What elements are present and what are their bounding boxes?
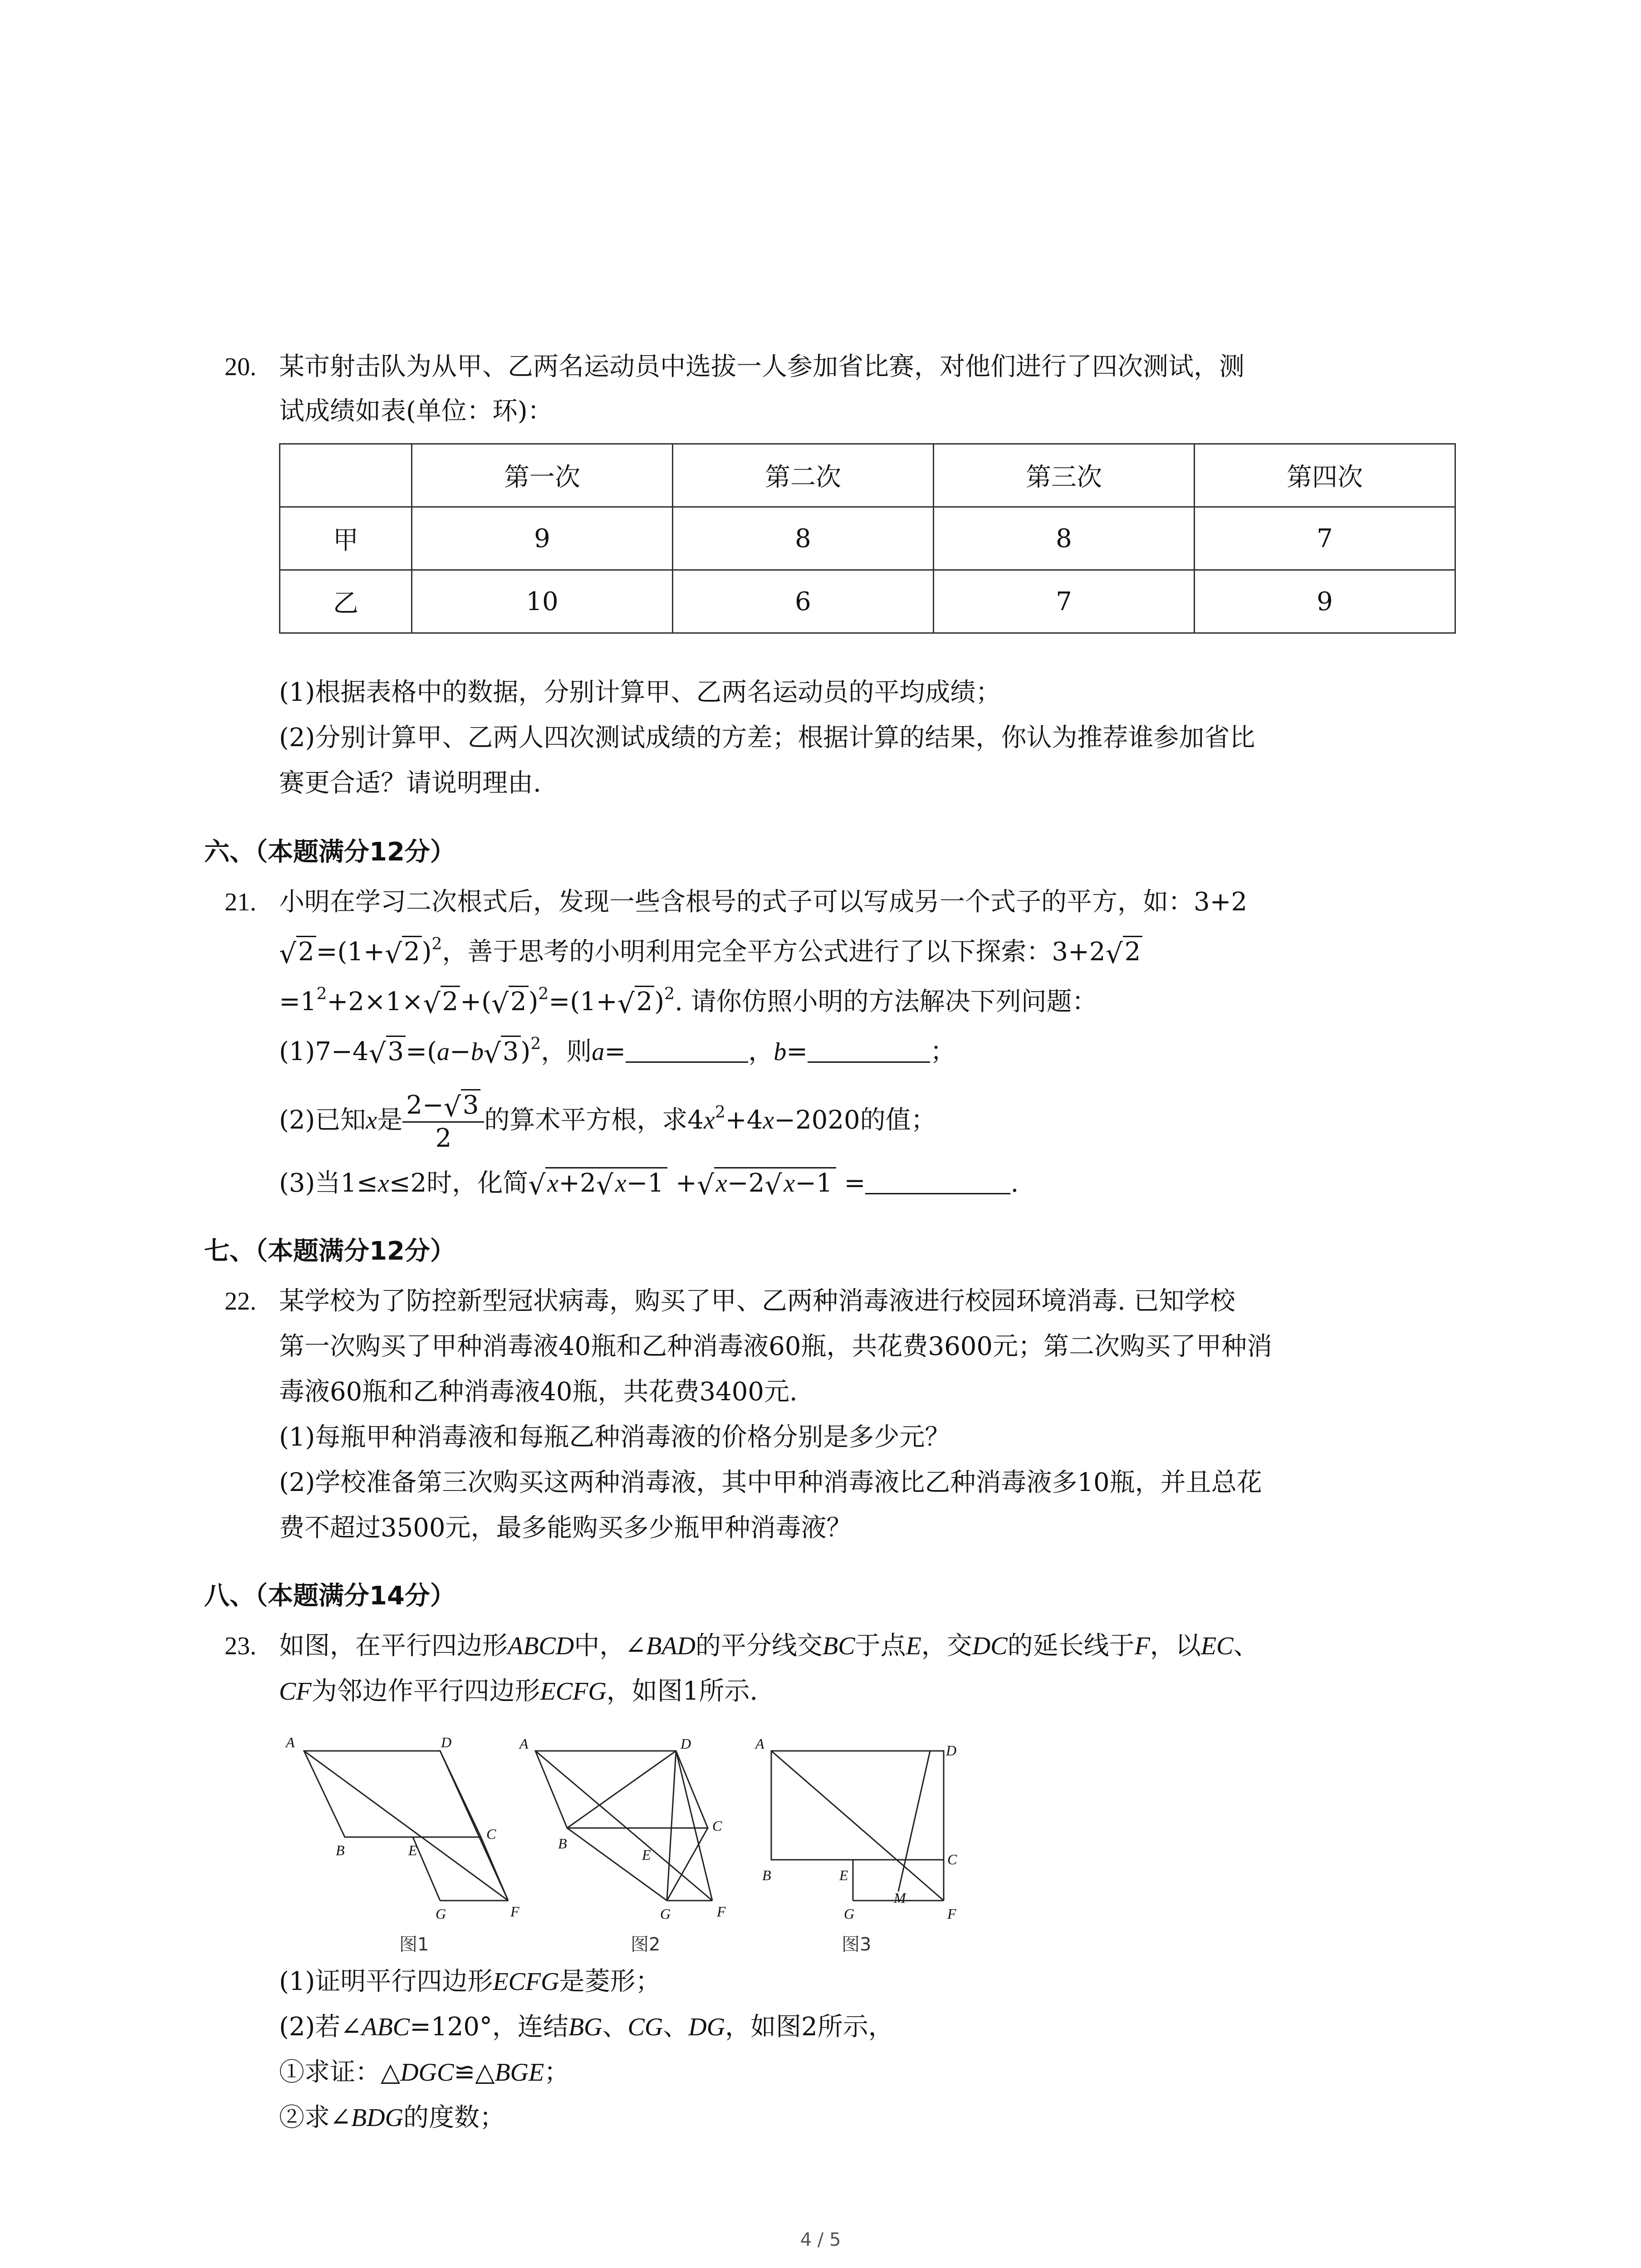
figure-1 — [304, 1751, 508, 1901]
svg-text:E: E — [408, 1842, 417, 1858]
q20-number: 20. — [225, 353, 256, 381]
svg-text:M: M — [894, 1890, 906, 1906]
q23-line2: CF为邻边作平行四边形ECFG，如图1所示. — [279, 1677, 758, 1706]
table-header-cell — [280, 444, 412, 507]
figure-2-caption: 图2 — [631, 1934, 661, 1955]
svg-text:E: E — [839, 1867, 848, 1883]
figure-1-caption: 图1 — [399, 1934, 429, 1955]
table-header-cell: 第三次 — [934, 444, 1195, 507]
q23-sub2: ②求∠BDG的度数； — [279, 2103, 505, 2132]
page-number: 4 / 5 — [800, 2229, 841, 2250]
answer-blank-a[interactable] — [626, 1036, 748, 1063]
q20-part1: (1)根据表格中的数据，分别计算甲、乙两名运动员的平均成绩； — [279, 678, 1001, 707]
table-cell: 9 — [1195, 570, 1455, 633]
svg-text:A: A — [755, 1735, 764, 1752]
sqrt-2: √ 2 — [385, 934, 422, 970]
table-cell: 7 — [1195, 507, 1455, 570]
table-cell: 8 — [934, 507, 1195, 570]
svg-text:A: A — [519, 1735, 529, 1752]
q22-part1: (1)每瓶甲种消毒液和每瓶乙种消毒液的价格分别是多少元？ — [279, 1422, 950, 1452]
q22-line3: 毒液60瓶和乙种消毒液40瓶，共花费3400元. — [279, 1377, 798, 1407]
table-row — [280, 570, 1455, 633]
section-6-heading: 六、（本题满分12分） — [204, 837, 456, 867]
svg-text:C: C — [947, 1851, 957, 1867]
answer-blank-b[interactable] — [808, 1036, 930, 1063]
q20-part2a: (2)分别计算甲、乙两人四次测试成绩的方差；根据计算的结果，你认为推荐谁参加省比 — [279, 723, 1255, 753]
sqrt-2: √ 2 — [279, 934, 316, 970]
q21-line3: $=1^2+2\times 1\times$ √ 2+( √ 2)$^2$=(1+ √ 2)$^2$. 请你仿照小明的方法解决下列问题： — [279, 985, 1097, 1020]
table-header-cell: 第四次 — [1195, 444, 1455, 507]
q22-number: 22. — [225, 1287, 256, 1315]
sqrt-3: √ 3 — [369, 1034, 406, 1070]
sqrt-outer-1: √ x+2 √ x−1 — [528, 1166, 667, 1201]
q21-line1: 小明在学习二次根式后，发现一些含根号的式子可以写成另一个式子的平方，如：3+2 — [279, 887, 1248, 917]
svg-text:C: C — [712, 1818, 722, 1834]
svg-text:F: F — [717, 1903, 726, 1920]
q22-line2: 第一次购买了甲种消毒液40瓶和乙种消毒液60瓶，共花费3600元；第二次购买了甲种消 — [279, 1332, 1273, 1361]
svg-text:C: C — [486, 1826, 496, 1842]
table-header-cell: 第二次 — [673, 444, 934, 507]
answer-blank-3[interactable] — [865, 1168, 1010, 1194]
fraction: 2− √ 3 2 — [402, 1090, 484, 1154]
q23-part2: (2)若∠ABC=120°，连结BG、CG、DG，如图2所示， — [279, 2012, 894, 2042]
q22-part2b: 费不超过3500元，最多能购买多少瓶甲种消毒液？ — [279, 1513, 852, 1543]
table-cell: 甲 — [280, 507, 412, 570]
svg-text:D: D — [946, 1742, 957, 1759]
figure-3 — [771, 1751, 944, 1901]
table-cell: 7 — [934, 570, 1195, 633]
table-cell: 乙 — [280, 570, 412, 633]
q21-number: 21. — [225, 888, 256, 916]
sqrt-outer-2: √ x−2 √ x−1 — [697, 1166, 836, 1201]
sqrt-2: √ 2 — [491, 984, 529, 1020]
sqrt-3: √ 3 — [484, 1034, 521, 1070]
table-cell: 6 — [673, 570, 934, 633]
q23-line1: 如图，在平行四边形ABCD中，∠BAD的平分线交BC于点E，交DC的延长线于F，以EC、 — [279, 1631, 1259, 1661]
sqrt-2: √ 2 — [423, 984, 460, 1020]
svg-text:F: F — [947, 1906, 956, 1922]
figures — [277, 1724, 957, 1928]
section-7-heading: 七、（本题满分12分） — [204, 1237, 456, 1266]
score-table — [279, 443, 1456, 634]
table-row — [280, 507, 1455, 570]
q22-line1: 某学校为了防控新型冠状病毒，购买了甲、乙两种消毒液进行校园环境消毒. 已知学校 — [279, 1286, 1235, 1316]
q21-part3: (3)当1≤x≤2时，化简 √ x+2 √ x−1 + √ x−2 √ x−1 = . — [279, 1166, 1019, 1201]
table-cell: 8 — [673, 507, 934, 570]
figure-3-caption: 图3 — [842, 1934, 872, 1955]
figure-2 — [535, 1751, 712, 1901]
svg-text:B: B — [762, 1867, 771, 1883]
svg-text:G: G — [436, 1906, 446, 1922]
svg-text:D: D — [441, 1734, 452, 1750]
table-cell: 9 — [412, 507, 673, 570]
q20-line1: 某市射击队为从甲、乙两名运动员中选拔一人参加省比赛，对他们进行了四次测试，测 — [279, 352, 1244, 381]
svg-text:G: G — [660, 1906, 671, 1922]
svg-text:B: B — [336, 1842, 345, 1858]
sqrt-2: √ 2 — [617, 984, 655, 1020]
q20-part2b: 赛更合适？请说明理由. — [279, 768, 541, 798]
table-cell: 10 — [412, 570, 673, 633]
svg-text:A: A — [286, 1734, 295, 1750]
q23-part1: (1)证明平行四边形ECFG是菱形； — [279, 1967, 661, 1996]
q21-line2: √ 2=(1+ √ 2)$^2$，善于思考的小明利用完全平方公式进行了以下探索：3+2 √ 2 — [279, 934, 1142, 970]
q23-sub1: ①求证：△DGC≌△BGE； — [279, 2058, 570, 2087]
svg-text:F: F — [510, 1903, 519, 1920]
q23-number: 23. — [225, 1632, 256, 1660]
svg-text:D: D — [681, 1735, 691, 1752]
svg-text:E: E — [642, 1847, 651, 1863]
section-8-heading: 八、（本题满分14分） — [204, 1581, 456, 1611]
svg-text:G: G — [844, 1906, 855, 1922]
q22-part2a: (2)学校准备第三次购买这两种消毒液，其中甲种消毒液比乙种消毒液多10瓶，并且总花 — [279, 1468, 1262, 1497]
q21-part1: (1)7−4 √ 3=(a−b √ 3)$^2$，则a= ，b= ； — [279, 1035, 956, 1070]
table-header-cell: 第一次 — [412, 444, 673, 507]
table-header-row — [280, 444, 1455, 507]
svg-text:B: B — [558, 1835, 567, 1852]
q21-part2: (2)已知x是 2− √ 3 2 的算术平方根，求$4x^2+4x-2020$的值； — [279, 1089, 936, 1154]
sqrt-2: √ 2 — [1106, 934, 1143, 970]
q20-line2: 试成绩如表(单位：环)： — [279, 396, 553, 426]
